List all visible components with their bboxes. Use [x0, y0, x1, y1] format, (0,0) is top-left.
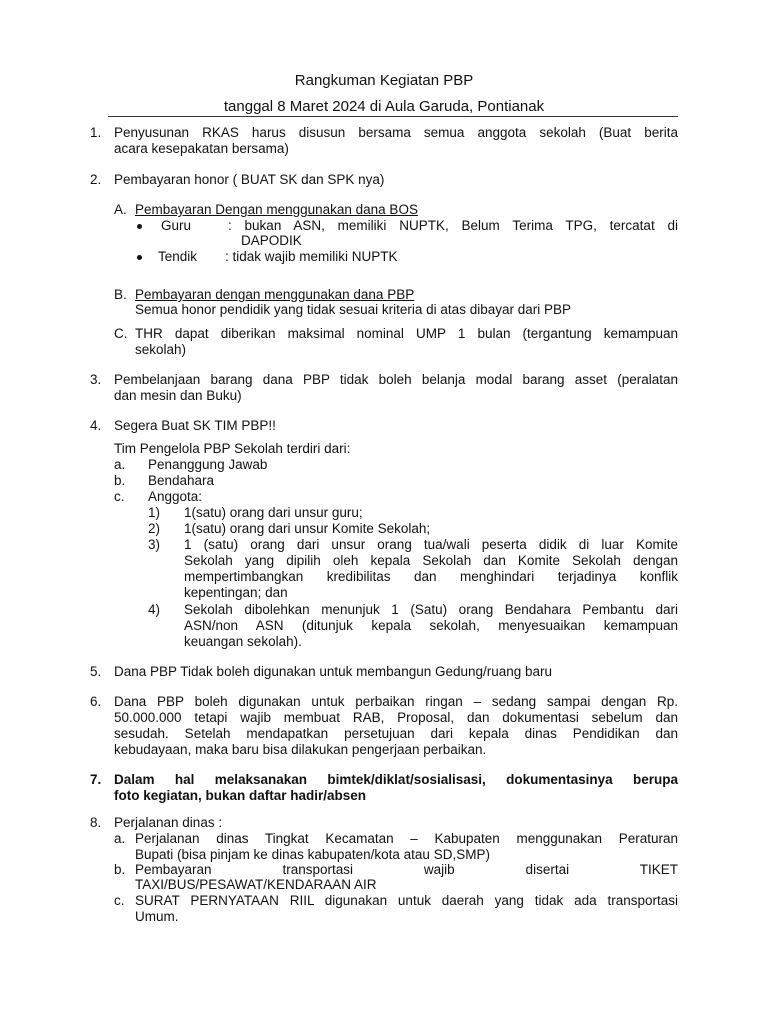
bullet-tendik-text: : tidak wajib memiliki NUPTK	[225, 249, 398, 264]
document-subtitle: tanggal 8 Maret 2024 di Aula Garuda, Pontianak	[223, 98, 545, 115]
sub-thr-line-1: THR dapat diberikan maksimal nominal UMP 1 bulan (tergantung kemampuan	[135, 326, 678, 341]
member-letter: b.	[114, 473, 126, 488]
item-5-text: Dana PBP Tidak boleh digunakan untuk membangun Gedung/ruang baru	[114, 664, 553, 679]
item-4-text: Segera Buat SK TIM PBP!!	[114, 418, 276, 433]
bullet-label-guru: Guru	[161, 218, 192, 233]
sub-8a-line-2: Bupati (bisa pinjam ke dinas kabupaten/kota atau SD,SMP)	[135, 847, 490, 862]
item-8-text: Perjalanan dinas :	[114, 815, 223, 830]
sub-8c-line-2: Umum.	[135, 909, 179, 924]
item-number: 2.	[90, 172, 102, 187]
item-7-line-1: Dalam hal melaksanakan bimtek/diklat/sosialisasi, dokumentasinya berupa	[114, 772, 678, 787]
sub-8c-line-1: SURAT PERNYATAAN RIIL digunakan untuk daerah yang tidak ada transportasi	[135, 893, 678, 908]
item-number: 5.	[90, 664, 102, 679]
sub-letter: c.	[114, 893, 125, 908]
item-6-line-2: 50.000.000 tetapi wajib membuat RAB, Proposal, dan dokumentasi sebelum dan	[114, 710, 678, 725]
item-2-text: Pembayaran honor ( BUAT SK dan SPK nya)	[114, 172, 385, 187]
sub-8b-line-2: TAXI/BUS/PESAWAT/KENDARAAN AIR	[135, 877, 377, 892]
sub-letter: C.	[114, 326, 128, 341]
item-3-line-1: Pembelanjaan barang dana PBP tidak boleh belanja modal barang asset (peralatan	[114, 372, 678, 387]
member-letter: a.	[114, 457, 126, 472]
anggota-number: 4)	[148, 602, 161, 617]
member-text: Bendahara	[148, 473, 215, 488]
anggota-4-line-3: keuangan sekolah).	[184, 634, 302, 649]
anggota-3-line-3: mempertimbangkan kredibilitas dan menghindari terjadinya konflik	[184, 569, 678, 584]
title-divider	[108, 116, 678, 117]
item-6-line-4: kebudayaan, maka baru bisa dilakukan pengerjaan perbaikan.	[114, 742, 487, 757]
sub-text-pbp: Semua honor pendidik yang tidak sesuai kriteria di atas dibayar dari PBP	[135, 302, 571, 317]
sub-8b-line-1: Pembayaran transportasi wajib disertai TIKET	[135, 862, 678, 877]
sub-heading-bos: Pembayaran Dengan menggunakan dana BOS	[135, 202, 418, 217]
item-number: 8.	[90, 815, 102, 830]
sub-letter: B.	[114, 287, 127, 302]
item-number: 1.	[90, 125, 102, 140]
item-number: 7.	[90, 772, 102, 787]
bullet-guru-line-2: DAPODIK	[241, 233, 302, 248]
anggota-number: 1)	[148, 505, 161, 520]
sub-heading-pbp: Pembayaran dengan menggunakan dana PBP	[135, 287, 415, 302]
anggota-3-line-2: Sekolah yang dipilih oleh kepala Sekolah dan Komite Sekolah dengan	[184, 553, 678, 568]
anggota-3-line-1: 1 (satu) orang dari unsur orang tua/wali peserta didik di luar Komite	[184, 537, 678, 552]
item-number: 3.	[90, 372, 102, 387]
item-1-line-1: Penyusunan RKAS harus disusun bersama semua anggota sekolah (Buat berita	[114, 125, 678, 140]
anggota-text: 1(satu) orang dari unsur guru;	[184, 505, 363, 520]
anggota-number: 2)	[148, 521, 161, 536]
item-6-line-3: sesudah. Setelah mendapatkan persetujuan dari kepala dinas Pendidikan dan	[114, 726, 678, 741]
item-number: 4.	[90, 418, 102, 433]
sub-thr-line-2: sekolah)	[135, 342, 187, 357]
anggota-4-line-2: ASN/non ASN (ditunjuk kepala sekolah, menyesuaikan kemampuan	[184, 618, 678, 633]
bullet-guru-line-1: : bukan ASN, memiliki NUPTK, Belum Terima TPG, tercatat di	[228, 218, 678, 233]
bullet-icon	[137, 255, 142, 260]
anggota-3-line-4: kepentingan; dan	[184, 585, 288, 600]
bullet-label-tendik: Tendik	[158, 249, 198, 264]
item-number: 6.	[90, 694, 102, 709]
item-3-line-2: dan mesin dan Buku)	[114, 388, 242, 403]
sub-letter: a.	[114, 831, 126, 846]
sub-letter: b.	[114, 862, 126, 877]
member-letter: c.	[114, 489, 125, 504]
sub-letter: A.	[114, 202, 127, 217]
bullet-icon	[137, 224, 142, 229]
anggota-text: 1(satu) orang dari unsur Komite Sekolah;	[184, 521, 431, 536]
document-title: Rangkuman Kegiatan PBP	[294, 72, 474, 89]
anggota-number: 3)	[148, 537, 161, 552]
item-7-line-2: foto kegiatan, bukan daftar hadir/absen	[114, 788, 367, 803]
member-text: Penanggung Jawab	[148, 457, 268, 472]
anggota-4-line-1: Sekolah dibolehkan menunjuk 1 (Satu) orang Bendahara Pembantu dari	[184, 602, 678, 617]
item-1-line-2: acara kesepakatan bersama)	[114, 141, 289, 156]
item-4-intro: Tim Pengelola PBP Sekolah terdiri dari:	[114, 441, 351, 456]
sub-8a-line-1: Perjalanan dinas Tingkat Kecamatan – Kabupaten menggunakan Peraturan	[135, 831, 678, 846]
item-6-line-1: Dana PBP boleh digunakan untuk perbaikan ringan – sedang sampai dengan Rp.	[114, 694, 678, 709]
member-text: Anggota:	[148, 489, 203, 504]
